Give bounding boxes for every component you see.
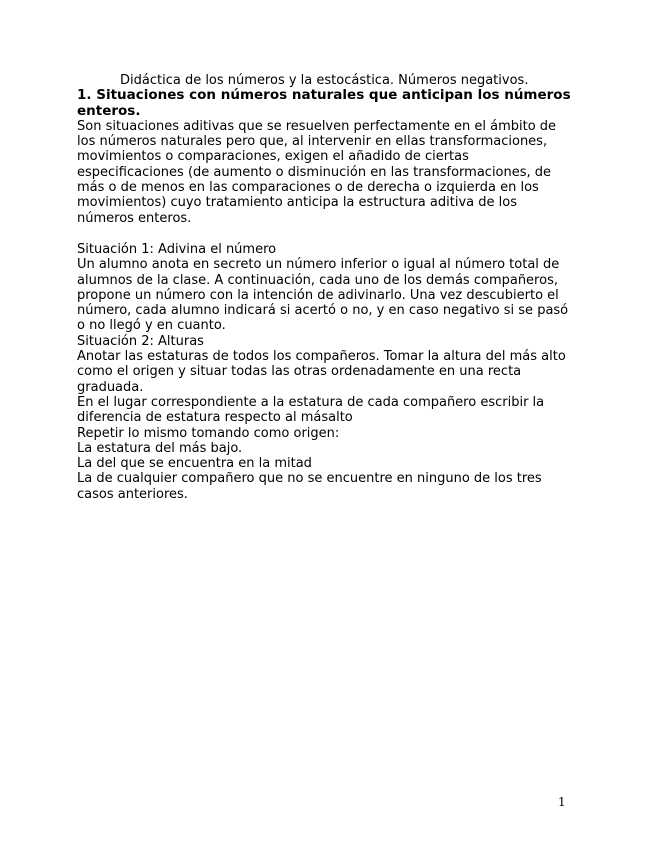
- intro-paragraph: Son situaciones aditivas que se resuelven perfectamente en el ámbito de los números naturales pero que, al intervenir en ellas transformaciones, movimientos o comparaciones, exigen el añadido de ciertas especificaciones (de aumento o disminución en las transformaciones, de más o de menos en las comparaciones o de derecha o izquierda en los movimientos) cuyo tratamiento anticipa la estructura aditiva de los números enteros.: [77, 118, 557, 226]
- situation-2-paragraph: En el lugar correspondiente a la estatura de cada compañero escribir la diferencia de estatura respecto al másalto: [77, 394, 545, 426]
- document-title: Didáctica de los números y la estocástica. Números negativos.: [120, 73, 529, 88]
- blank-line: [77, 226, 577, 242]
- list-item: La del que se encuentra en la mitad: [77, 456, 312, 472]
- situation-2-paragraph: Anotar las estaturas de todos los compañeros. Tomar la altura del más alto como el origen y situar todas las otras ordenadamente en una recta graduada.: [77, 349, 566, 395]
- situation-2-title: Situación 2: Alturas: [77, 333, 204, 349]
- situation-1-title: Situación 1: Adivina el número: [77, 241, 277, 257]
- list-item: La de cualquier compañero que no se encuentre en ninguno de los tres casos anteriores.: [77, 471, 542, 502]
- situation-2-paragraph: Repetir lo mismo tomando como origen:: [77, 425, 340, 441]
- section-heading: 1. Situaciones con números naturales que anticipan los números enteros.: [77, 87, 571, 119]
- situation-1-text: Un alumno anota en secreto un número inferior o igual al número total de alumnos de la clase. A continuación, cada uno de los demás compañeros, propone un número con la intención de adivinarlo. Una vez descubierto el número, cada alumno indicará si acertó o no, y en caso negativo si se pasó o no llegó y en cuanto.: [77, 257, 569, 334]
- page-content: [77, 73, 577, 502]
- list-item: La estatura del más bajo.: [77, 440, 243, 456]
- page-number: 1: [558, 795, 566, 809]
